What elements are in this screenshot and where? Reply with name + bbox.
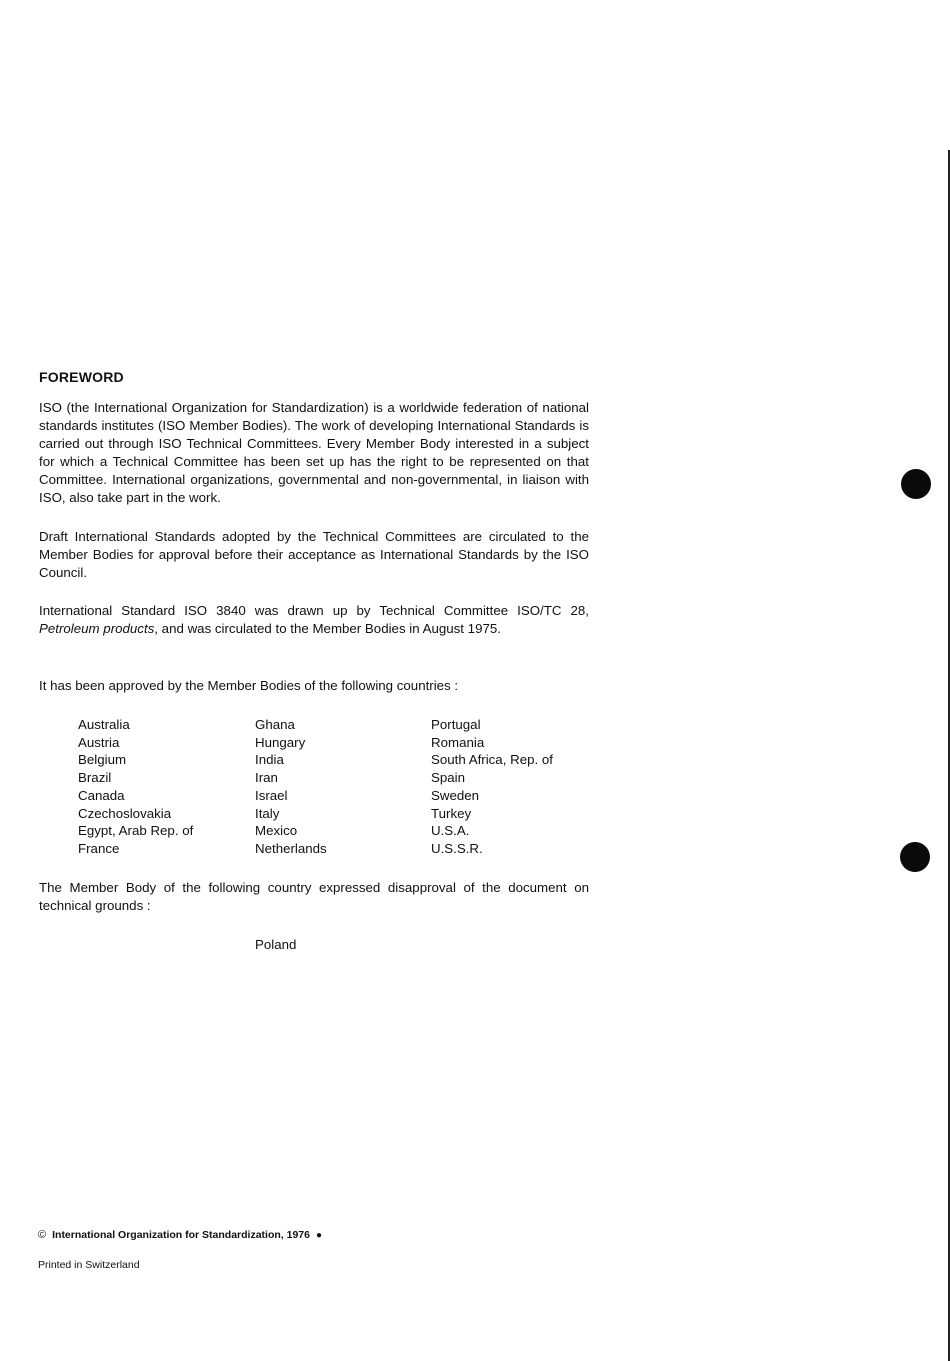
country-item: U.S.S.R.: [431, 840, 483, 856]
country-item: Czechoslovakia: [78, 805, 172, 821]
foreword-paragraph-1: ISO (the International Organization for Standardization) is a worldwide federation of national standards institutes (ISO Member Bodies). The work of developing International Standards is carried out through ISO Technical Committees. Every Member Body interested in a subject for which a Technical Committee has been set up has the right to be represented on that Committee. International organizations, governmental and non-governmental, in liaison with ISO, also take part in the work.: [39, 400, 589, 505]
foreword-paragraph-2: Draft International Standards adopted by the Technical Committees are circulated to the Member Bodies for approval before their acceptance as International Standards by the ISO Council.: [39, 529, 589, 580]
country-item: Austria: [78, 734, 120, 750]
copyright-line: [38, 1229, 322, 1241]
copyright-text: International Organization for Standardization, 1976: [52, 1229, 310, 1241]
committee-title-italic: Petroleum products: [39, 621, 155, 636]
country-item: Israel: [255, 787, 288, 803]
country-item: Canada: [78, 787, 125, 803]
country-item: Italy: [255, 805, 280, 821]
country-item: Turkey: [431, 805, 472, 821]
disapproving-country: Poland: [255, 937, 297, 952]
country-item: South Africa, Rep. of: [431, 752, 553, 768]
country-item: Ghana: [255, 717, 295, 732]
country-item: Netherlands: [255, 840, 327, 856]
country-item: Brazil: [78, 770, 112, 786]
country-item: U.S.A.: [431, 823, 470, 839]
country-item: Sweden: [431, 787, 480, 803]
countries-column-2: [255, 716, 327, 858]
country-item: Portugal: [431, 717, 481, 732]
punch-hole-mark: [901, 469, 931, 499]
country-item: Mexico: [255, 823, 298, 839]
country-item: India: [255, 752, 284, 768]
country-item: France: [78, 840, 120, 856]
countries-column-3: [431, 716, 591, 858]
country-item: Australia: [78, 717, 130, 732]
countries-column-1: [78, 716, 193, 858]
country-item: Iran: [255, 770, 278, 786]
foreword-heading: FOREWORD: [39, 369, 124, 385]
copyright-icon: ©: [38, 1229, 47, 1241]
printed-in-line: Printed in Switzerland: [38, 1259, 140, 1271]
disapproval-intro: The Member Body of the following country expressed disapproval of the document on technical grounds :: [39, 880, 589, 913]
country-item: Spain: [431, 770, 466, 786]
country-item: Hungary: [255, 734, 306, 750]
bullet-icon: ●: [315, 1229, 323, 1241]
foreword-paragraph-3: [39, 602, 589, 638]
paragraph-3-text-end: , and was circulated to the Member Bodies in August 1975.: [154, 621, 501, 636]
country-item: Romania: [431, 734, 485, 750]
approving-countries-list: [0, 716, 600, 866]
country-item: Belgium: [78, 752, 127, 768]
country-item: Egypt, Arab Rep. of: [78, 823, 194, 839]
punch-hole-mark: [900, 842, 930, 872]
approval-intro: It has been approved by the Member Bodies of the following countries :: [39, 678, 459, 693]
paragraph-3-text-start: International Standard ISO 3840 was drawn up by Technical Committee ISO/TC 28,: [39, 603, 589, 618]
